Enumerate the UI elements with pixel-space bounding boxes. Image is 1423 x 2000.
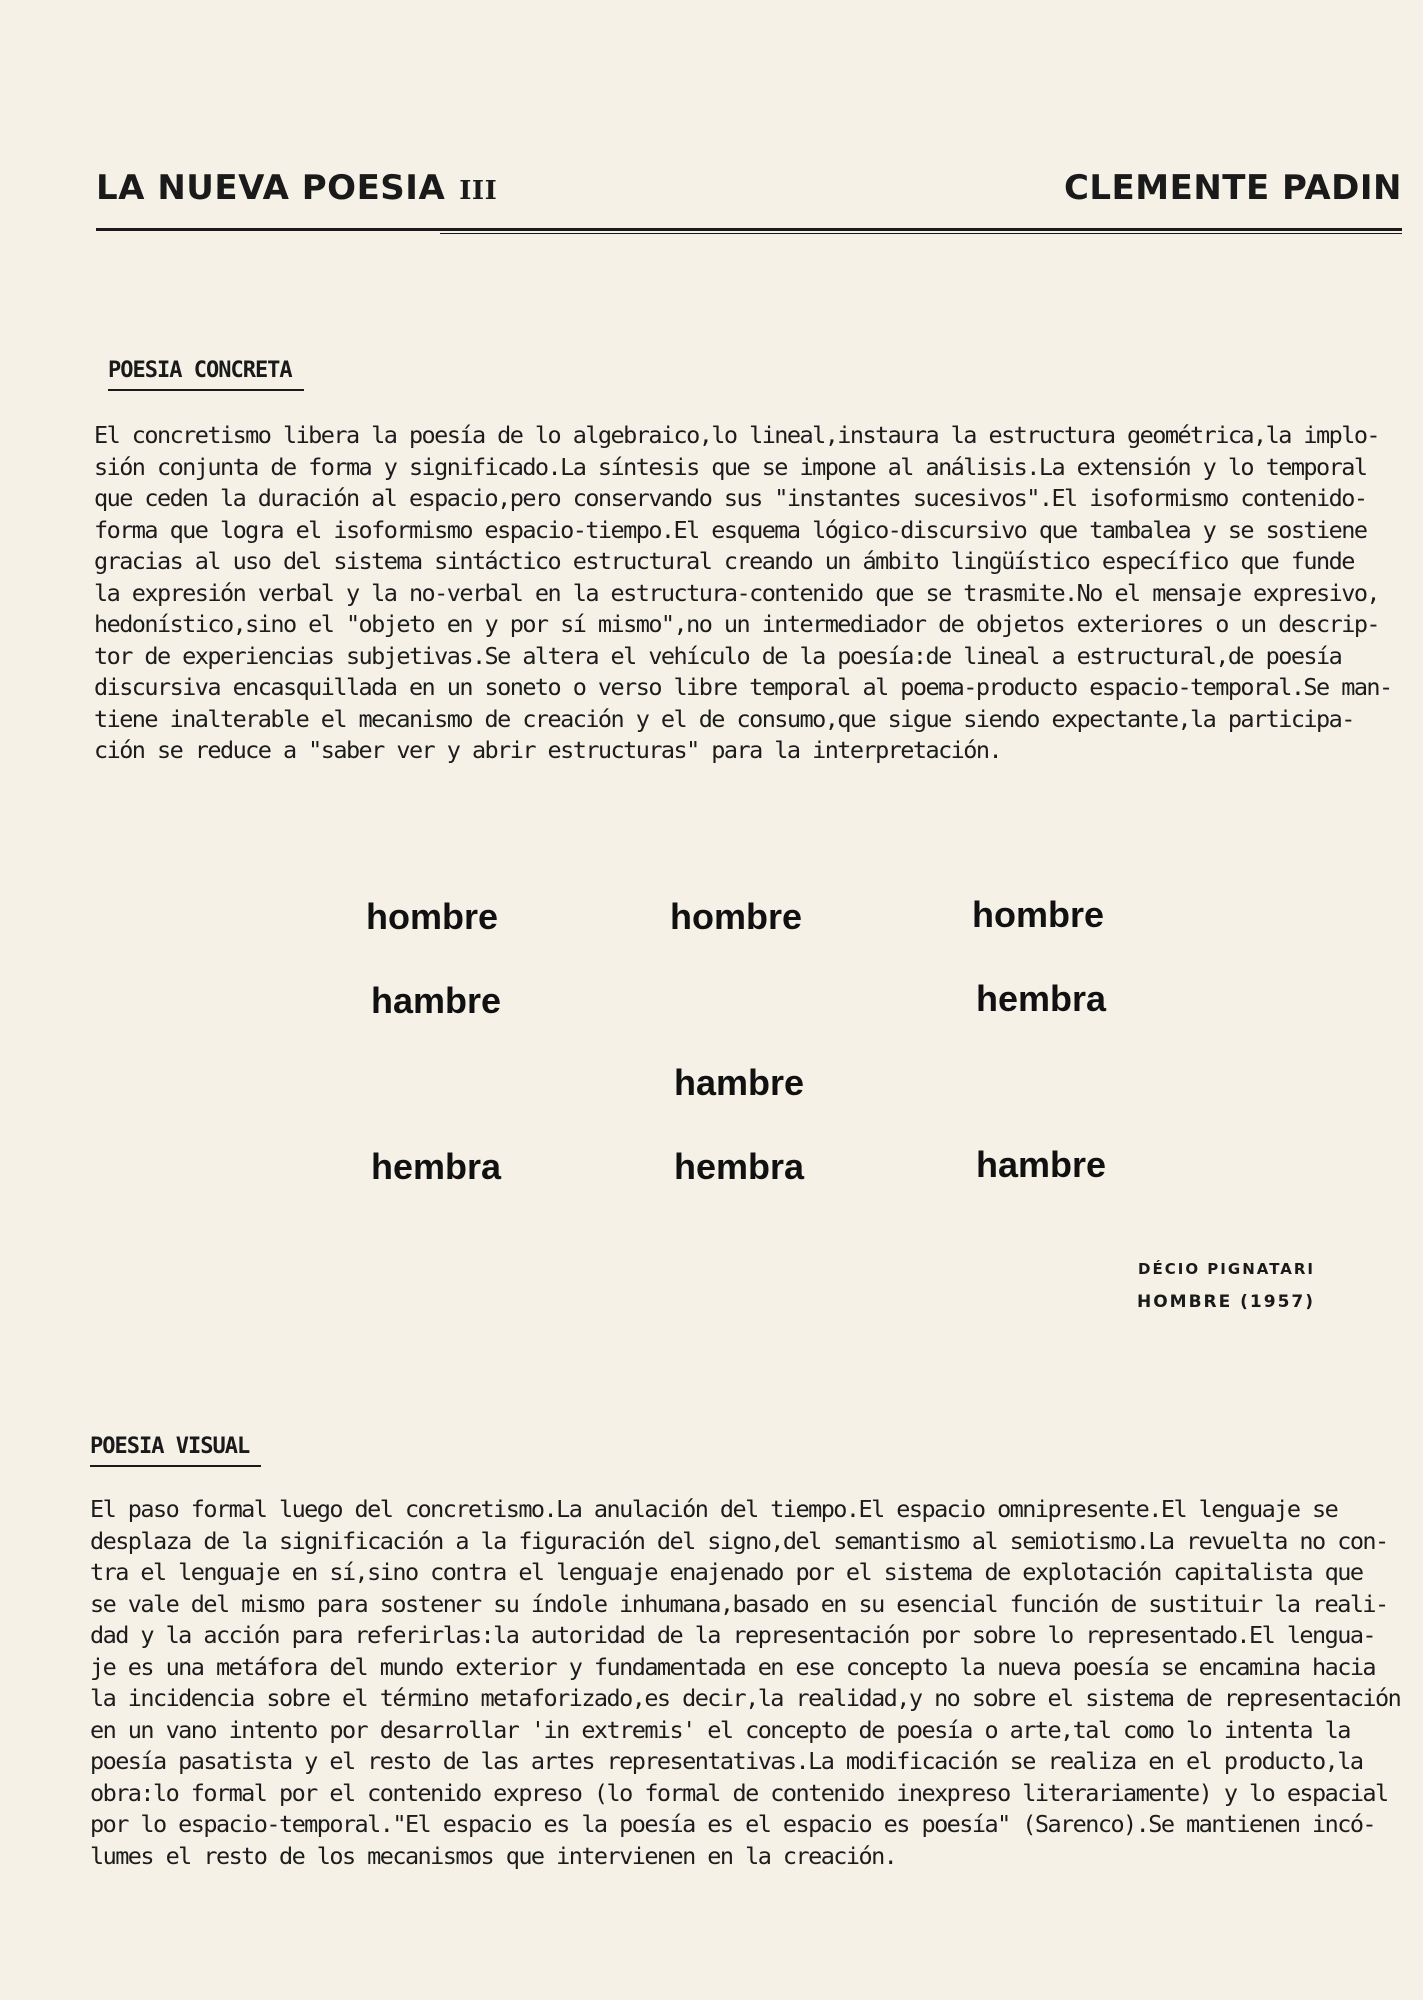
text-line: tor de experiencias subjetivas.Se altera el vehículo de la poesía:de lineal a estructural,de poesía bbox=[94, 641, 1342, 670]
header-rule bbox=[96, 228, 1402, 231]
page-header bbox=[96, 168, 1402, 212]
text-line: El concretismo libera la poesía de lo algebraico,lo lineal,instaura la estructura geométrica,la implo- bbox=[94, 421, 1380, 449]
text-line: se vale del mismo para sostener su índole inhumana,basado en su esencial función de sustituir la reali- bbox=[90, 1589, 1388, 1618]
text-line: sión conjunta de forma y significado.La síntesis que se impone al análisis.La extensión y lo temporal bbox=[94, 452, 1367, 481]
section-title-underline bbox=[108, 389, 304, 391]
text-line: El paso formal luego del concretismo.La anulación del tiempo.El espacio omnipresente.El lenguaje se bbox=[90, 1495, 1338, 1523]
text-line: lumes el resto de los mecanismos que intervienen en la creación. bbox=[90, 1841, 897, 1870]
poem-word: hembra bbox=[371, 1146, 502, 1187]
text-line: hedonístico,sino el "objeto en y por sí mismo",no un intermediador de objetos exteriores o un descrip- bbox=[94, 610, 1380, 638]
text-line: tra el lenguaje en sí,sino contra el lenguaje enajenado por el sistema de explotación capitalista que bbox=[90, 1558, 1363, 1586]
publication-title-text: LA NUEVA POESIA bbox=[96, 168, 446, 208]
poem-word: hambre bbox=[371, 980, 502, 1021]
author-name: CLEMENTE PADIN bbox=[1063, 168, 1402, 208]
text-line: dad y la acción para referirlas:la autoridad de la representación por sobre lo representado.El lengua- bbox=[90, 1621, 1376, 1649]
text-line: poesía pasatista y el resto de las artes representativas.La modificación se realiza en el producto,la bbox=[90, 1747, 1363, 1775]
text-line: en un vano intento por desarrollar 'in extremis' el concepto de poesía o arte,tal como lo intenta la bbox=[90, 1715, 1350, 1744]
text-line: la incidencia sobre el término metaforizado,es decir,la realidad,y no sobre el sistema de representación bbox=[90, 1684, 1401, 1712]
section-title-text: POESIA VISUAL bbox=[90, 1434, 250, 1459]
header-rule-thin bbox=[440, 233, 1402, 234]
section-title-poesia-concreta bbox=[108, 358, 292, 383]
poem-word: hembra bbox=[674, 1146, 805, 1187]
publication-title bbox=[96, 168, 497, 208]
publication-volume: III bbox=[459, 176, 498, 206]
poem-title: HOMBRE (1957) bbox=[1136, 1292, 1315, 1312]
poem-word: hembra bbox=[976, 978, 1107, 1019]
poem-author: DÉCIO PIGNATARI bbox=[1138, 1260, 1315, 1278]
poem-word: hambre bbox=[674, 1062, 805, 1103]
poem-word: hombre bbox=[670, 896, 803, 937]
section-title-text: POESIA CONCRETA bbox=[108, 358, 292, 383]
poem-word: hombre bbox=[972, 894, 1105, 935]
text-line: je es una metáfora del mundo exterior y fundamentada en ese concepto la nueva poesía se encamina hacia bbox=[90, 1652, 1376, 1681]
section-title-underline bbox=[90, 1465, 261, 1467]
poem-word: hambre bbox=[976, 1144, 1107, 1185]
text-line: por lo espacio-temporal."El espacio es la poesía es el espacio es poesía" (Sarenco).Se mantienen incó- bbox=[90, 1810, 1376, 1838]
text-line: desplaza de la significación a la figuración del signo,del semantismo al semiotismo.La revuelta no con- bbox=[90, 1526, 1388, 1555]
text-line: tiene inalterable el mecanismo de creación y el de consumo,que sigue siendo expectante,la participa- bbox=[94, 704, 1354, 733]
text-line: la expresión verbal y la no-verbal en la estructura-contenido que se trasmite.No el mensaje expresivo, bbox=[94, 578, 1380, 607]
section-body-poesia-concreta bbox=[94, 420, 1392, 767]
text-line: gracias al uso del sistema sintáctico estructural creando un ámbito lingüístico específico que funde bbox=[94, 547, 1354, 575]
text-line: obra:lo formal por el contenido expreso (lo formal de contenido inexpreso literariamente) y lo espacial bbox=[90, 1778, 1388, 1807]
section-body-poesia-visual bbox=[90, 1494, 1400, 1872]
text-line: forma que logra el isoformismo espacio-tiempo.El esquema lógico-discursivo que tambalea y se sostiene bbox=[94, 515, 1367, 544]
text-line: discursiva encasquillada en un soneto o verso libre temporal al poema-producto espacio-temporal.Se man- bbox=[94, 673, 1392, 701]
text-line: que ceden la duración al espacio,pero conservando sus "instantes sucesivos".El isoformismo contenido- bbox=[94, 484, 1367, 512]
poem-word: hombre bbox=[366, 896, 499, 937]
text-line: ción se reduce a "saber ver y abrir estructuras" para la interpretación. bbox=[94, 736, 1002, 764]
section-title-poesia-visual bbox=[90, 1434, 249, 1459]
